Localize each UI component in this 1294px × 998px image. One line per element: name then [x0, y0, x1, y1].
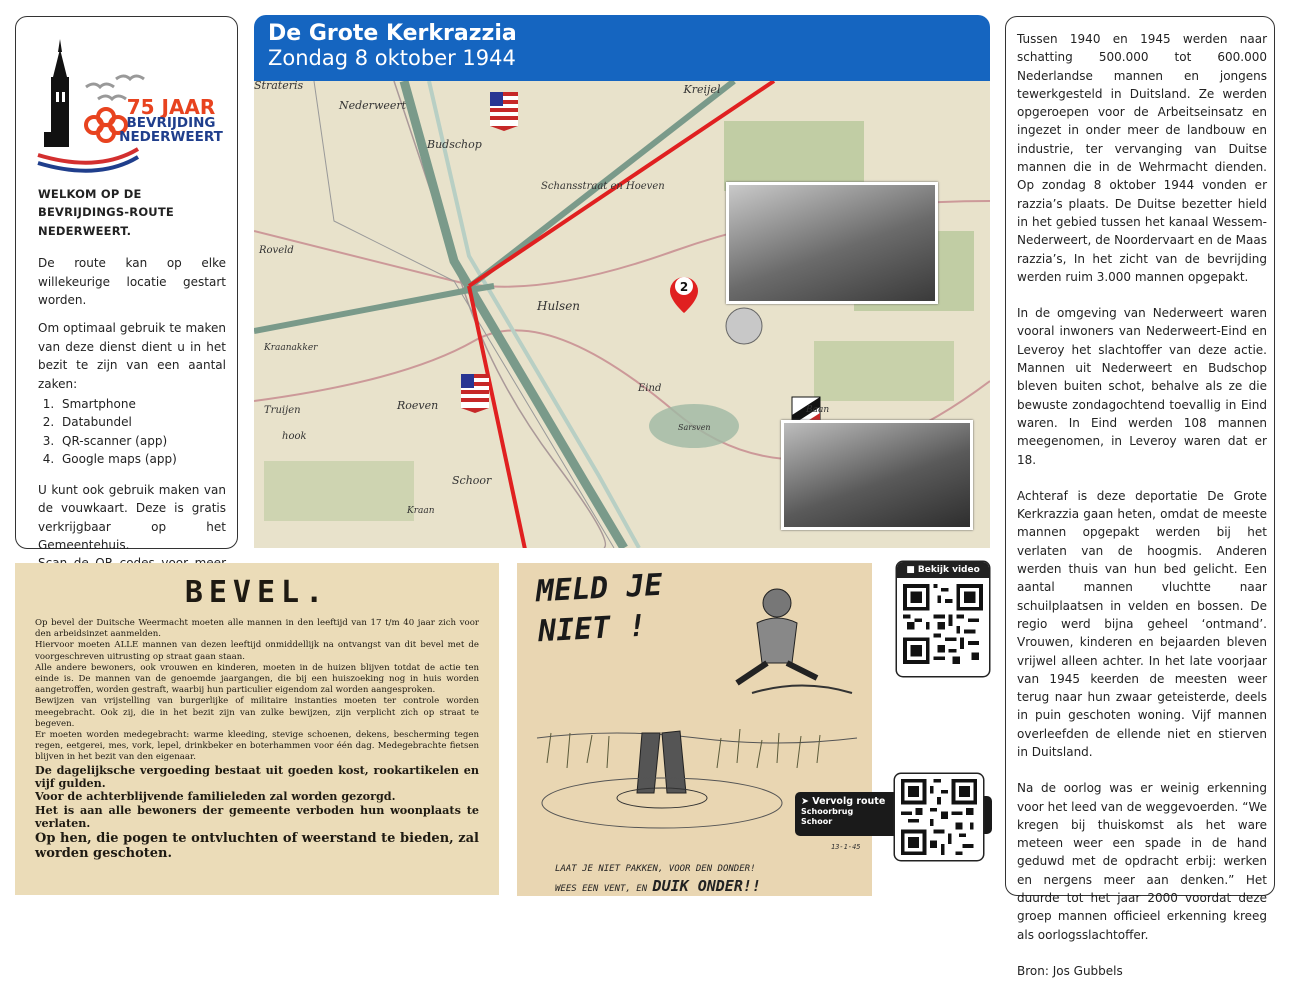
qr-video-card[interactable] — [897, 562, 989, 676]
meld-title-line1: MELD JE — [535, 567, 664, 610]
map-label-roveld: Roveld — [259, 245, 294, 256]
route-label-text: Vervolg route — [812, 796, 886, 807]
map-label-sarsven: Sarsven — [678, 423, 711, 432]
map-label-baan: Baan — [806, 405, 830, 415]
left-panel — [15, 16, 238, 552]
map-label-hook: hook — [282, 431, 307, 442]
bevel-line: Hiervoor moeten ALLE mannen van dezen leeftijd onmiddellijk na ontvangst van dit bevel met de voorgeschreven uitrusting op straat gaan staan. — [35, 640, 479, 662]
list-item: 1. Smartphone — [58, 395, 226, 413]
bevel-line: Er moeten worden medegebracht: warme kleeding, stevige schoenen, dekens, bescherming tegen regen, eetgerei, mes, vork, lepel, drinkbeker en boterhammen voor één dag. Medegebrachte fietsen blijven in het bezit van den eigenaar. — [35, 730, 479, 763]
article-source: Bron: Jos Gubbels — [1017, 963, 1123, 978]
meld-bottom-line2a: WEES EEN VENT, EN — [555, 884, 653, 894]
meld-title-line2: NIET ! — [537, 608, 648, 650]
qr-code-icon — [903, 584, 983, 664]
bevel-line: Alle andere bewoners, ook vrouwen en kinderen, moeten in de huizen blijven totdat de actie ten einde is. De mannen van de genoemde jaargangen, die bij een huiszoeking nog in huis worden aangetroffen, worden gestraft, waarbij hun particulier eigendom zal worden aangesproken. — [35, 662, 479, 696]
requirements-list — [38, 395, 226, 469]
map-label-kraanakker: Kraanakker — [264, 343, 318, 353]
map-label-schansstraat: Schansstraat en Hoeven — [541, 181, 665, 192]
page-subtitle: Zondag 8 oktober 1944 — [268, 46, 516, 70]
requirements-intro: Om optimaal gebruik te maken van deze dienst dient u in het bezit te zijn van een aantal zaken: — [38, 321, 226, 391]
foldmap-text: U kunt ook gebruik maken van de vouwkaart. Deze is gratis verkrijgbaar op het Gemeentehuis. — [38, 482, 226, 552]
route-next-line2: Schoor — [801, 817, 833, 826]
video-label-text: Bekijk video — [917, 565, 980, 575]
bevel-prohibition: Het is aan alle bewoners der gemeente verboden hun woonplaats te verlaten. — [35, 802, 479, 831]
logo-line-years: 75 JAAR — [126, 95, 216, 119]
us-flag-icon — [490, 92, 518, 131]
photo-razzia-street — [726, 182, 938, 304]
map-label-schoor: Schoor — [452, 474, 492, 487]
bevel-warning: Op hen, die pogen te ontvluchten of weerstand te bieden, zal worden geschoten. — [35, 830, 479, 862]
meld-bottom-line1: LAAT JE NIET PAKKEN, VOOR DEN DONDER! — [555, 864, 756, 874]
meld-bottom-line2b: DUIK ONDER!! — [652, 877, 761, 895]
article-text — [1017, 30, 1267, 998]
article-paragraph: Na de oorlog was er weinig erkenning voor het leed van de weggevoerden. “We kregen bij thuiskomst als het ware meteen weer een spade in de hand geduwd met de opdracht erbij: werken en nergens meer aan denken.” Het duurde tot het jaar 2000 voordat deze groep mannen officieel erkenning kreeg als oorlogsslachtoffer. — [1017, 781, 1267, 942]
title-bar — [254, 15, 990, 81]
logo-line-nederweert: NEDERWEERT — [119, 128, 223, 145]
welcome-heading: WELKOM OP DE BEVRIJDINGS-ROUTE NEDERWEERT. — [38, 187, 174, 238]
article-paragraph: Tussen 1940 en 1945 werden naar schatting 500.000 tot 600.000 Nederlandse mannen en jongens tewerkgesteld in Duitsland. Ze werden opgeroepen voor de Arbeitseinsatz en ingezet in onder meer de landbouw en industrie, ter vervanging van Duitse mannen die in de Wehrmacht dienden. Op zondag 8 oktober 1944 vonden er razzia’s plaats. De Duitse bezetter hield in het gebied tussen het kanaal Wessem-Nederweert, de Noordervaart en de Maas razzia’s, In het zicht van de bevrijding werden ruim 3.000 mannen opgepakt. — [1017, 32, 1267, 284]
bevel-title: BEVEL. — [184, 575, 330, 610]
list-item: 3. QR-scanner (app) — [58, 432, 226, 450]
logo-text — [116, 97, 226, 144]
marker-number: 2 — [679, 280, 689, 294]
meld-cartoon-icon — [517, 563, 872, 896]
map-label-kraan: Kraan — [407, 506, 435, 516]
bevel-families: Voor de achterblijvende familieleden zal worden gezorgd. — [35, 789, 396, 804]
map-label-eind: Eind — [638, 383, 662, 394]
map-label-strateris: Strateris — [254, 81, 304, 92]
bevel-line: Bewijzen van vrijstelling van burgerlijke of militaire instanties moeten ter controle worden meegebracht. Ook zij, die in het bezit zijn van zulke bewijzen, zijn verplicht zich op straat te begeven. — [35, 696, 479, 729]
route-next-line1: Schoorbrug — [801, 807, 854, 816]
meld-date: 13-1-45 — [831, 843, 861, 851]
bevel-compensation: De dagelijksche vergoeding bestaat uit goeden kost, rookartikelen en vijf gulden. — [35, 762, 479, 791]
photo-deported-men — [781, 420, 973, 530]
qr-code-icon — [901, 779, 977, 855]
article-paragraph: Achteraf is deze deportatie De Grote Kerkrazzia gaan heten, omdat de meeste mannen opgepakt werden bij het verlaten van de hoogmis. Anderen werden thuis van hun bed gelicht. Een aantal mannen vluchtte naar schuilplaatsen in velden en bossen. De regio werd bijna geheel ‘ontmand’. Vrouwen, kinderen en bejaarden bleven vrijwel alleen achter. In het late voorjaar van 1945 keerden de meesten weer terug naar hun zwaar geteisterde, deels in puin geschoten woning. Vijf mannen overleefden de ellende niet en stierven in Duitsland. — [1017, 488, 1267, 759]
list-item: 2. Databundel — [58, 413, 226, 431]
route-label: ➤ Vervolg route — [801, 796, 886, 807]
map-label-kreijel: Kreijel — [683, 83, 721, 96]
qr-route-card[interactable] — [895, 774, 983, 860]
bevel-line: Op bevel der Duitsche Weermacht moeten alle mannen in den leeftijd van 17 t/m 40 jaar zich voor den arbeidsinzet aanmelden. — [35, 618, 479, 640]
logo-line-bevrijding: BEVRIJDING — [126, 115, 216, 131]
map-label-roeven: Roeven — [397, 399, 439, 412]
map-label-budschop: Budschop — [427, 138, 482, 151]
map-label-truijen: Truijen — [264, 405, 301, 416]
map-label-nederweert: Nederweert — [339, 99, 407, 112]
route-tag[interactable] — [795, 792, 905, 836]
poster-meld-je-niet — [517, 563, 872, 896]
poster-bevel — [15, 563, 499, 895]
list-item: 4. Google maps (app) — [58, 450, 226, 468]
qr-video-label: ■ Bekijk video — [897, 562, 989, 578]
page-title: De Grote Kerkrazzia — [268, 21, 517, 46]
welcome-text — [38, 185, 226, 620]
article-paragraph: In de omgeving van Nederweert waren vooral inwoners van Nederweert-Eind en Leveroy het slachtoffer van deze actie. Mannen uit Nederweert en Budschop bleven buiten schot, behalve als ze die bewuste zondagochtend toevallig in Eind waren. In Eind werden 108 mannen meegenomen, in Leveroy waren dat er 18. — [1017, 306, 1267, 467]
map-label-hulsen: Hulsen — [537, 299, 581, 313]
meld-bottom-line2 — [555, 877, 761, 895]
us-flag-icon — [461, 374, 489, 413]
intro-text: De route kan op elke willekeurige locatie gestart worden. — [38, 256, 226, 308]
